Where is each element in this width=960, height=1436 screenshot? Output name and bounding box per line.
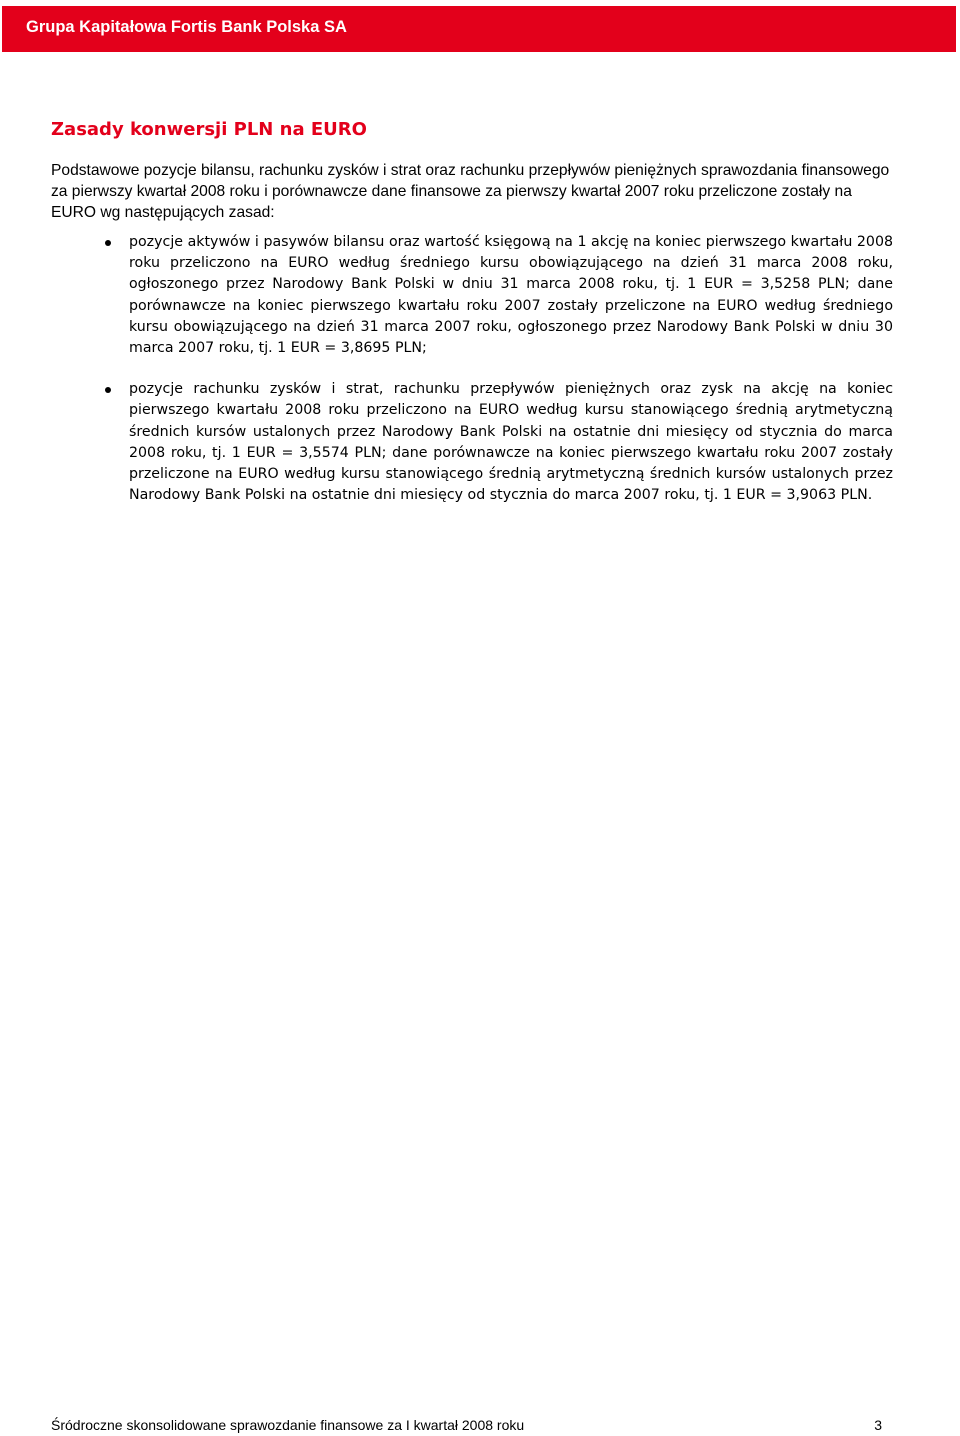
section-title: Zasady konwersji PLN na EURO: [51, 119, 367, 140]
bullet-text: pozycje aktywów i pasywów bilansu oraz wartość księgową na 1 akcję na koniec pierwszego kwartału 2008 roku przeliczono na EURO według średniego kursu obowiązującego na dzień 31 marca 2008 roku, ogłoszonego przez Narodowy Bank Polski w dniu 31 marca 2008 roku, tj. 1 EUR = 3,5258 PLN; dane porównawcze na koniec pierwszego kwartału roku 2007 zostały przeliczone na EURO według średniego kursu obowiązującego na dzień 31 marca 2007 roku, ogłoszonego przez Narodowy Bank Polski w dniu 30 marca 2007 roku, tj. 1 EUR = 3,8695 PLN;: [129, 234, 893, 357]
header-bar: [2, 6, 956, 52]
bullet-list: [0, 232, 960, 506]
list-item: [129, 379, 893, 506]
page-number: 3: [874, 1417, 882, 1433]
list-item: [129, 232, 893, 359]
bullet-text: pozycje rachunku zysków i strat, rachunku przepływów pieniężnych oraz zysk na akcję na koniec pierwszego kwartału 2008 roku przeliczono na EURO według kursu stanowiącego średnią arytmetyczną średnich kursów ustalonych przez Narodowy Bank Polski na ostatnie dni miesięcy od stycznia do marca 2008 roku, tj. 1 EUR = 3,5574 PLN; dane porównawcze na koniec pierwszego kwartału roku 2007 zostały przeliczone na EURO według kursu stanowiącego średnią arytmetyczną średnich kursów ustalonych przez Narodowy Bank Polski na ostatnie dni miesięcy od stycznia do marca 2007 roku, tj. 1 EUR = 3,9063 PLN.: [129, 381, 893, 504]
intro-paragraph: Podstawowe pozycje bilansu, rachunku zysków i strat oraz rachunku przepływów pieniężnych sprawozdania finansowego za pierwszy kwartał 2008 roku i porównawcze dane finansowe za pierwszy kwartał 2007 roku przeliczone zostały na EURO wg następujących zasad:: [51, 162, 890, 221]
bullet-dot-icon: [105, 240, 111, 246]
header-title: Grupa Kapitałowa Fortis Bank Polska SA: [26, 18, 347, 36]
bullet-dot-icon: [105, 387, 111, 393]
footer-text: Śródroczne skonsolidowane sprawozdanie finansowe za I kwartał 2008 roku: [51, 1417, 525, 1433]
